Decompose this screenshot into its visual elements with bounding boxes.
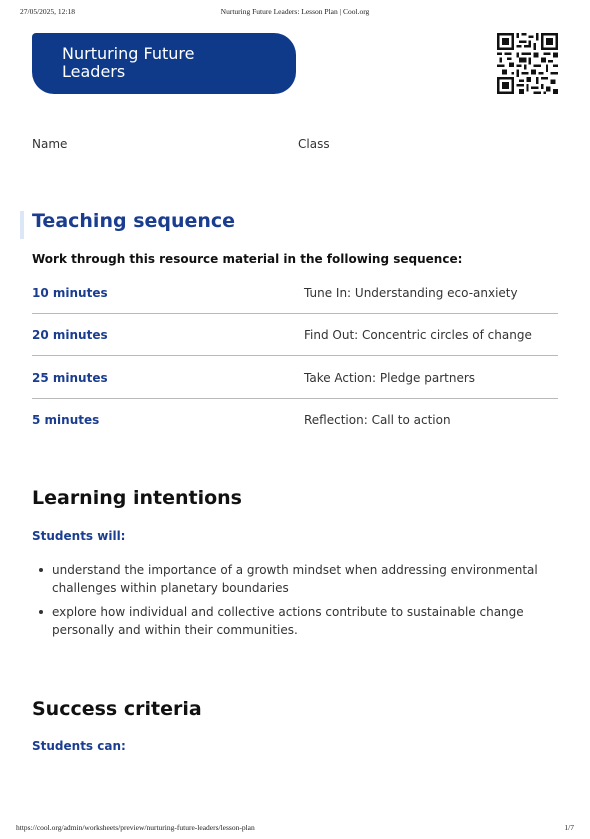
title-line-2: Leaders xyxy=(62,62,126,81)
sequence-row xyxy=(32,272,558,314)
list-item xyxy=(36,561,556,597)
sequence-time: 10 minutes xyxy=(32,285,108,300)
print-datetime: 27/05/2025, 12:18 xyxy=(20,7,76,16)
print-url: https://cool.org/admin/worksheets/preview/nurturing-future-leaders/lesson-plan xyxy=(16,823,255,832)
sequence-time: 20 minutes xyxy=(32,327,108,342)
class-field-label: Class xyxy=(298,137,330,151)
qr-code-icon xyxy=(497,33,558,94)
learning-intentions-list xyxy=(36,561,556,645)
sequence-row xyxy=(32,399,558,441)
sequence-activity: Reflection: Call to action xyxy=(304,413,451,427)
success-criteria-heading: Success criteria xyxy=(32,698,202,720)
list-item-text: explore how individual and collective actions contribute to sustainable change personally and within their communities. xyxy=(52,605,524,637)
teaching-sequence-heading: Teaching sequence xyxy=(32,210,236,232)
success-criteria-subheading: Students can: xyxy=(32,739,126,753)
list-item xyxy=(36,603,556,639)
learning-intentions-subheading: Students will: xyxy=(32,529,126,543)
sequence-row xyxy=(32,357,558,399)
bullet-icon xyxy=(39,610,43,614)
section-accent-bar xyxy=(20,211,24,239)
bullet-icon xyxy=(39,568,43,572)
sequence-row xyxy=(32,314,558,356)
name-field-label: Name xyxy=(32,137,68,151)
sequence-activity: Find Out: Concentric circles of change xyxy=(304,327,532,342)
sequence-activity: Tune In: Understanding eco-anxiety xyxy=(304,285,518,300)
sequence-time: 25 minutes xyxy=(32,370,108,385)
sequence-instruction: Work through this resource material in the following sequence: xyxy=(32,252,463,266)
learning-intentions-heading: Learning intentions xyxy=(32,487,242,509)
print-page-title: Nurturing Future Leaders: Lesson Plan | Cool.org xyxy=(220,7,370,16)
sequence-activity: Take Action: Pledge partners xyxy=(304,370,476,385)
print-page-number: 1/7 xyxy=(564,823,574,832)
title-banner xyxy=(32,33,296,94)
title-line-1: Nurturing Future xyxy=(62,44,195,63)
list-item-text: understand the importance of a growth mindset when addressing environmental challenges within planetary boundaries xyxy=(52,563,538,595)
sequence-time: 5 minutes xyxy=(32,413,100,427)
